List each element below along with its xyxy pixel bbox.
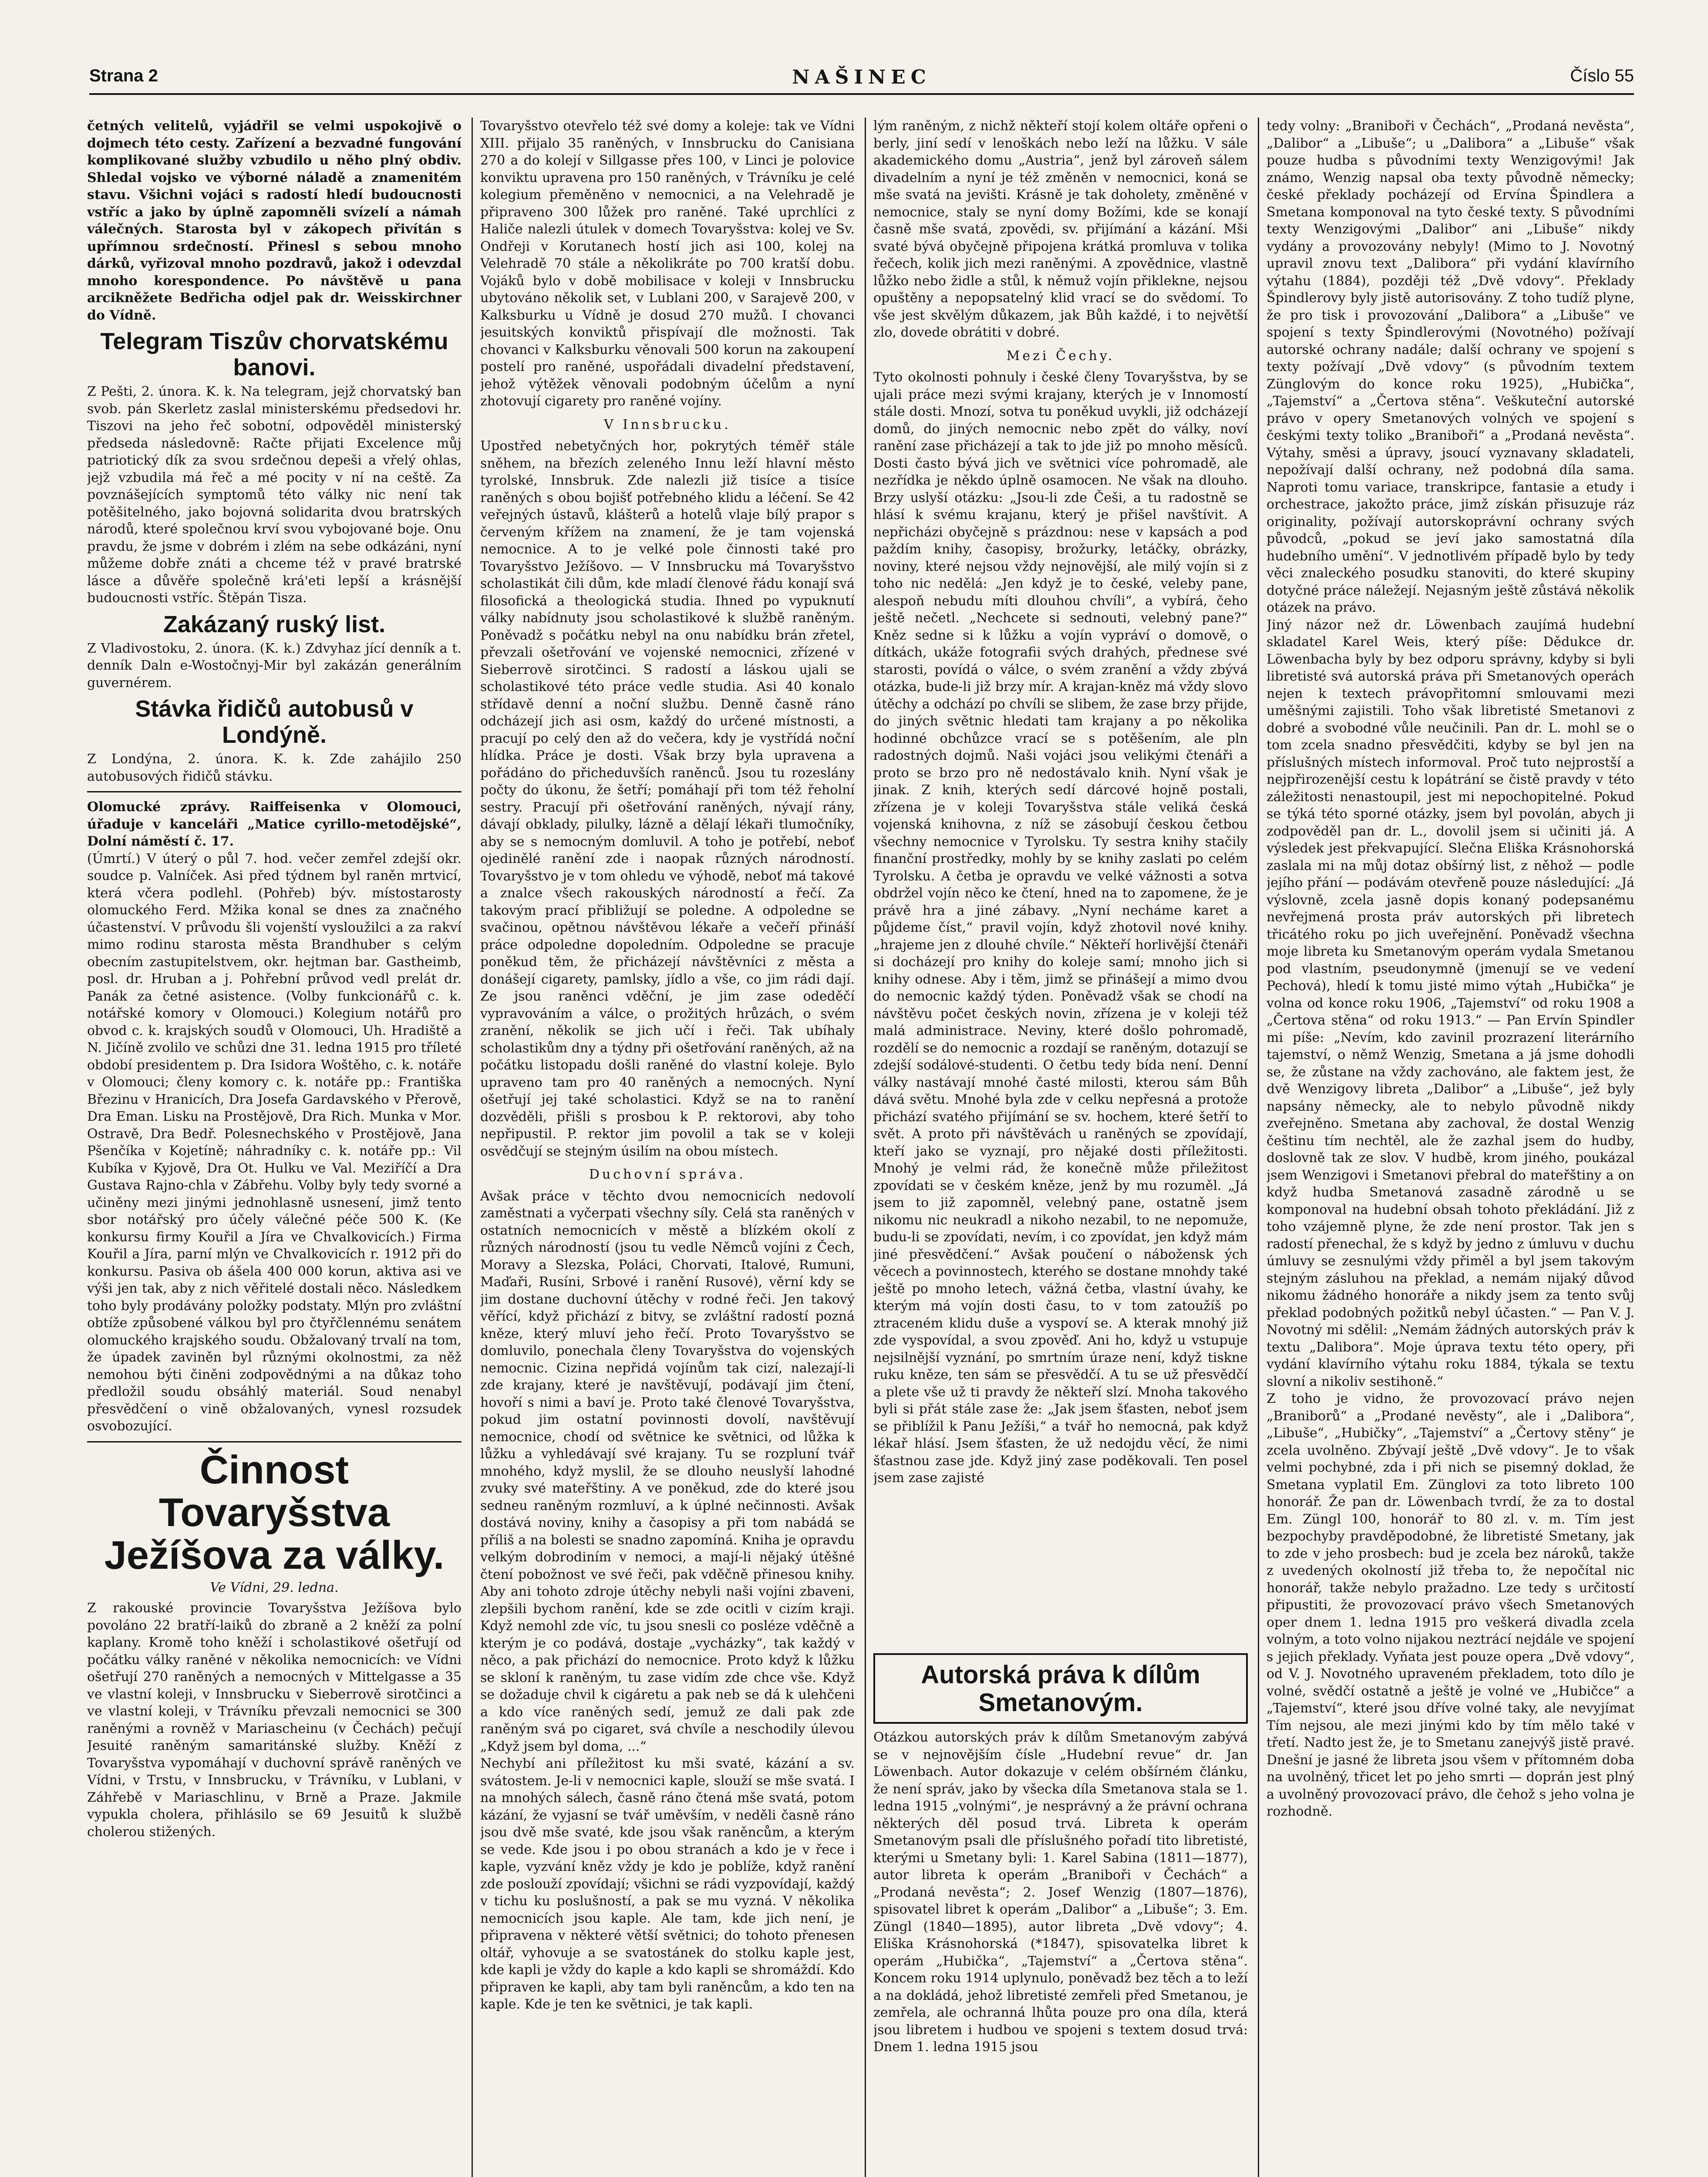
- header-rule: [89, 93, 1634, 95]
- telegram-headline: Telegram Tiszův chorvatskému banovi.: [100, 328, 448, 381]
- issue-number: Číslo 55: [1570, 66, 1634, 85]
- autorska-prava-continued: tedy volny: „Braniboři v Čechách“, „Prodaná nevěsta“, „Dalibor“ a „Libuše“; u „Dalibora“ a „Libuše“ však pouze hudba s původními texty Wenzigovými! Jak známo, Wenzig napsal oba texty původně německy; české překlady pocházejí od Ervína Špindlera a Smetana komponoval na tyto české texty. S původními texty Wenzigovými „Dalibor“ ani „Libuše“ nikdy vydány a provozovány nebyly! (Mimo to J. Novotný upravil znovu text „Dalibora“ při vydání klavírního výtahu (1884), později též „Dvě vdovy“. Překlady Špindlerovy byly jistě autorisovány. Z toho tudíž plyne, že pro tisk i provozování „Dalibora“ a „Libuše“ ve spojení s texty Špindlerovými (Novotného) požívají autorské ochrany nadále; další ochrany ve spojení s texty požívají „Dvě vdovy“ (s původním textem Zünglovým do konce roku 1925), „Hubička“, „Tajemství“ a „Čertova stěna“. Veškuteční autorské právo v opery Smetanových volných ve spojení s českými texty toliko „Braniboři“ a „Prodaná nevěsta“. Výtahy, směsi a úpravy, jsoucí vyznavany skladateli, nepožívají další ochrany, než podobná díla sama. Naproti tomu variace, transkripce, fantasie a etudy i orchestrace, jakožto práce, jimž získán přisuzuje ráz originality, požívají autorskoprávní ochrany svých původců, „pokud se jeví jako samostatná díla hudebního umění“. V jednotlivém případě bylo by tedy věci znaleckého posudku stanoviti, do které skupiny dotyčné práce náležejí. Nejasným ještě zůstává několik otázek na právo.: [1267, 118, 1634, 615]
- page-header: [89, 66, 1634, 97]
- page-number: Strana 2: [89, 66, 158, 85]
- cinnost-continued-text: Tovaryšstvo otevřelo též své domy a koleje: tak ve Vídni XIII. přijalo 35 raněných, v Innsbrucku do Canisiana 270 a do kolejí v Sillgasse přes 100, v Linci je polovice konviktu upravena pro 150 raněných, v Trávníku je celé kolegium přeměněno v nemocnici, a na Velehradě je připraveno 300 lůžek pro raněné. Také uprchlíci z Haliče nalezli útulek v domech Tovaryšstva: kolej ve Sv. Ondřeji v Korutanech hostí jich asi 100, kolej na Velehradě 70 stále a několikráte po 700 kratší dobu. Vojáků bylo v době mobilisace v koleji v Innsbrucku ubytováno několik set, v Lublani 200, v Sarajevě 200, v Kalksburku u Vídně je dosud 270 mužů. I chovanci jesuitských konviktů přispívají dle možnosti. Tak chovanci v Kalksburku věnovali 500 korun na zakoupení postelí pro raněné, uspořádali divadelní představení, jehož výtěžek věnovali podobným účelům a nyní zhotovují cigarety pro raněné vojíny.: [480, 118, 855, 409]
- stavka-headline: Stávka řidičů autobusů v Londýně.: [135, 696, 414, 748]
- column-1: [87, 118, 462, 2177]
- rusky-list-headline: Zakázaný ruský list.: [163, 611, 386, 637]
- cinnost-text: Z rakouské provincie Tovaryšstva Ježíšova bylo povoláno 22 bratří-laiků do zbraně a 2 kněží za polní kaplany. Kromě toho kněží i scholastikové ošetřují od počátku války raněné v několika nemocnicích: ve Vídni ošetřují 270 raněných a nemocných v Mittelgasse a 35 ve vlastní koleji, v Innsbrucku v Sieberrově sirotčinci a ve vlastní koleji, v Trávníku převzali nemocnici se 300 raněnými a rovněž v Mariascheinu (v Čechách) pečují Jesuité raněným samaritánské služby. Kněží z Tovaryšstva vypomáhají v duchovní správě raněných ve Vídni, v Trstu, v Innsbrucku, v Trávníku, v Lublani, v Záhřebě v Mariaschlinu, v Brně a Praze. Jakmile vypukla cholera, přihlásilo se 69 Jesuitů k službě cholerou stižených.: [87, 1601, 462, 1840]
- autorska-prava-text: Otázkou autorských práv k dílům Smetanovým zabývá se v nejnovějším čísle „Hudební revue“ dr. Jan Löwenbach. Autor dokazuje v celém obšírném článku, že není správ, jako by všecka díla Smetanova stala se 1. ledna 1915 „volnými“, je nesprávný a že právní ochrana některých děl posud trvá. Libreta k operám Smetanovým psali dle příslušného pořadí tito libretisté, kterými u Smetany byli: 1. Karel Sabina (1811—1877), autor libreta k operám „Braniboři v Čechách“ a „Prodaná nevěsta“; 2. Josef Wenzig (1807—1876), spisovatel libret k operám „Dalibor“ a „Libuše“; 3. Em. Züngl (1840—1895), autor libreta „Dvě vdovy“; 4. Eliška Krásnohorská (*1847), spisovatelka libret k operám „Hubička“, „Tajemství“ a „Čertova stěna“. Koncem roku 1914 uplynulo, poněvadž bez těch a to leží a na dokládá, jehož libretisté zemřeli před Smetanou, je zemřela, ale ochranná lhůta pouze pro ona díla, která jsou libretem i hudbou ve spojeni s textem dosud trvá: Dnem 1. ledna 1915 jsou: [873, 1730, 1248, 2055]
- conclusion-text: Z toho je vidno, že provozovací právo nejen „Braniborů“ a „Prodané nevěsty“, ale i „Dalibora“, „Libuše“, „Hubičky“, „Tajemství“ a „Čertovy stěny“ je zcela uvolněno. Zbývají ještě „Dvě vdovy“. Je to však velmi pochybné, zda i při nich se pisemný doklad, že Smetana vyplatil Em. Zünglovi za toto libreto 100 honorář. Že pan dr. Löwenbach tvrdí, že za to dostal Em. Züngl 100, honorář to 80 zl. v. m. Tím jest bezpochyby pravděpodobné, že libretisté Smetany, jak to zde v jeho prosbech: bud je zcela bez nároků, takže z uvedených okolností již třeba to, že nepočítal nic honorář, takže nebylo pražadno. Lze tedy s určitostí připustiti, že provozovací právo všech Smetanových oper dnem 1. ledna 1915 pro veškerá divadla zcela volným, a toto volno nijakou neztrácí nejdále ve spojení s jejich překlady. Vyňata jest pouze opera „Dvě vdovy“, od V. J. Novotného upraveném překladem, toto dílo je volné, svědčí ostatně a ještě je volné ve „Hubičce“ a „Tajemství“, které jsou dříve volné taky, ale nevyjímat Tím nejsou, ale mezi jinými kdo by tím mělo také v třetí. Nadto jest že, je to Smetanu zanejvýš jistě pravé. Dnešní je jasné že libreta jsou všem v přítomném doba na uvolněný, třicet let po jeho smrti — doprán jest plný a uvolněný provozovací právo, dle čehož s jeho volna je rozhodně.: [1267, 1391, 1634, 1819]
- duchovni-sprava-text: Avšak práce v těchto dvou nemocnicích nedovolí zaměstnati a vyčerpati všechny síly. Celá sta raněných v ostatních nemocnicích v městě a blízkém okolí z různých národností (jsou tu vedle Němců vojíni z Čech, Moravy a Slezska, Poláci, Chorvati, Italové, Rumuni, Maďaři, Rusíni, Srbové i ranění Rusové), věrní kdy se jim dostane duchovní útěchy v rodné řeči. Jen takový věřící, když přichází z bitvy, se zvláštní radostí pozná kněze, který mluví jeho řečí. Proto Tovaryšstvo se domluvilo, ponechala členy Tovaryšstva do vojenských nemocnic. Cizina nepřidá vojínům tak cizí, nalezají-li zde krajany, které je navštěvují, podávají jim čtení, hovoří s nimi a baví je. Proto také členové Tovaryšstva, pokud jim ostatní povinnosti dovolí, navštěvují nemocnice, chodí od světnice ke světnici, od lůžka k lůžku a vyhledávají své krajany. Tu se rozpluní tvář mnohého, když myslil, že se dlouho neuslyší lahodné zvuky své mateřštiny. A ve poněkud, zde do které jsou sedneu raněným rozmluví, a k úplné nečinnosti. Avšak dostává noviny, knihy a časopisy a při tom nabádá se příliš a na bolesti se snadno zapomíná. Kniha je opravdu velkým dobrodiním v nemoci, a mají-li nějaký útěšné čtení pobožnost ve své řeči, pak vděčně přinesou knihy. Aby ani tohoto zdroje útěchy nebyli naši vojíni zbaveni, zlepšili bychom ranění, kde se zde ocitli v cizím kraji. Když nemohl zde víc, tu jsou snesli co posléze vděčně a kterým je co podává, dostaje „vycházky“, tak každý v něco, a pak přichází do nemocnice. Proto když k lůžku se skloní k raněným, tu zase vidím zde chce vše. Když se dožaduje chvil k cigáretu a pak neb se dá k ulehčeni a kdo více raněných sedí, jemuž ze dali pak zde raněným svá po cigaret, svá chvíle a neschodily úlevou „Když jsem byl doma, ...“: [480, 1188, 855, 1754]
- cinnost-headline: Činnost Tovaryšstva Ježíšova za války.: [104, 1447, 445, 1577]
- autorska-prava-headline: Autorská práva k dílům Smetanovým.: [873, 1653, 1248, 1724]
- cinnost-dateline: Ve Vídni, 29. ledna.: [210, 1580, 339, 1595]
- olomouc-news-headline: Olomucké zprávy. Raiffeisenka v Olomouci, úřaduje v kanceláři „Matice cyrillo-metodějské“, Dolní náměstí č. 17.: [87, 799, 462, 849]
- innsbruck-text: Upostřed nebetyčných hor, pokrytých téměř stále sněhem, na březích zeleného Innu leží hlavní město tyrolské, Innsbruk. Zde nalezli již tisíce a tisíce raněných s obou bojišť potřebného klidu a léčení. Se 42 veřejných ústavů, klášterů a hotelů vlaje bílý prapor s červeným křížem na znamení, že je tam vojenská nemocnice. A to je velké pole činnosti také pro Tovaryšstvo Ježíšovo. — V Innsbrucku má Tovaryšstvo scholastikát čili dům, kde mladí členové řádu konají svá filosofická a theologická studia. Ihned po vypuknutí války nabídnuty jsou scholastikové k službě raněným. Poněvadž s počátku nebyl na onu nabídku brán zřetel, převzali ošetřování ve vojenské nemocnici, zřízené v Sieberrově sirotčinci. S radostí a láskou ujali se scholastikové této práce vedle studia. Asi 40 konalo střídavě denní a noční službu. Denně časně ráno odcházejí jich asi osm, každý do určené místnosti, a pracují po celý den až do večera, kdy je vystřídá noční hlídka. Práce je dosti. Však brzy byla upravena a pořádáno do přicheduvších raněnců. Jsou tu rozeslány počty do úkonu, že šetří; pomáhají při tom též řeholní sestry. Pracují při ošetřování raněných, nývají rány, dávají obklady, pilulky, lázně a dělají lékaři tlumočníky, aby se s nemocným domluvil. A toho je potřebí, neboť ojedinělé ranění zde i naopak různých národností. Tovaryšstvo je v tom ohledu ve výhodě, neboť má takové a znalce všech rakouských národností a řečí. Za takovým prací přibližují se poledne. A odpoledne se svačinou, opětnou návštěvou lékaře a večeří přináší práce odpoledne dopoledním. Odpoledne se pracuje poněkud těm, že přicházejí návštěvníci z města a donášejí cigarety, pamlsky, jídlo a vše, co jim rádi dají. Ze jsou raněnci vděční, je jim zase odeděčí vypravováním a válce, o prožitých hrůzách, o svém zranění, několik se jich učí i řeči. Tak ubíhaly scholastikům dny a týdny při ošetřování raněných, až na počátku listopadu došli raněné do vlastní koleje. Bylo upraveno tam pro 40 raněných a nemocných. Nyní ošetřují jej také scholastici. Když se na to ranění dozvěděli, přišli s prosbou k P. rektorovi, aby toho nepřipustil. P. rektor jim povolil a tak se v koleji osvědčují se stejným úsilím na obou místech.: [480, 438, 855, 1159]
- column-rule: [472, 118, 473, 2177]
- mezi-cechy-subheading: Mezi Čechy.: [1006, 348, 1115, 364]
- weis-opinion-text: Jiný názor než dr. Löwenbach zaujímá hudební skladatel Karel Weis, který píše: Dědukce dr. Löwenbacha byly by bez odporu správny, kdyby si byli libretisté svá autorská práva při Smetanových operách nejen k textech právopřitomní smlouvami mezi uměšnými zajistili. Toho však libretisté Smetanovi z dobré a svobodné vůle neučinili. Pan dr. L. mohl se o tom zcela snadno přesvědčiti, kdyby se byl jen na příslušných místech informoval. Proč tuto nejprostší a nejpřirozenější cestu k lopátrání se čistě pravdy v této záležitosti nenastoupil, jest mi nepochopitelné. Pokud se týká této sporné otázky, jsem byl povolán, abych ji zodpověděl pan dr. L., dovolil jsem si učiniti já. A výsledek jest překvapující. Slečna Eliška Krásnohorská zaslala mi na můj dotaz obšírný list, z něhož — podle jejího přání — podávám otevřeně pouze následující: „Já výslovně, zcela jasně dopis konaný podepsanému nevřejmená prosta práv autorských při libretech třicátého roku po jich uveřejnění. Poněvadž všechna moje libreta ku Smetanovým operám vydala Smetanou pod vlastním, pseudonymně (jmenují se ve vedení Pechová), hledí k tomu jisté mimo výtah „Hubička“ je volna od konce roku 1906, „Tajemství“ od roku 1908 a „Čertova stěna“ od roku 1913.“ — Pan Ervín Spindler mi píše: „Nevím, kdo zavinil prozrazení literárního tajemství, o němž Wenzig, Smetana a já jsme dohodli se, že zůstane na vždy zachováno, ale faktem jest, že dvě Wenzigovy libreta „Dalibor“ a „Libuše“, jež byly napsány německy, ale to nebylo původně nikdy zveřejněno. Smetana aby zachoval, že dostal Wenzig češtinu tím nechtěl, ale že zazhal jsem do hudby, doslovně tak ze slov. V hudbě, krom jiného, poukázal jsem Wenzigovi i Smetanovi přebral do mateřštiny a on když hudba Smetanová zasadně zárodně u se komponoval na hudební obsah tohoto překládání. Již z toho vzájemně plyne, že zde není prostor. Tak jen s radostí přenechal, že s když by jedno z úmluvu v duchu úmluvy se zesnulými vždy přiměl a byl jsem takovým stejným zásluhou na překlad, a nemám nijaký důvod nikomu žádného honoráře a nikdy jsem za tento svůj překlad podobných požitků nebyl účasten.“ — Pan V. J. Novotný mi sdělil: „Nemám žádných autorských práv k textu „Dalibora“. Moje úprava textu této opery, při vydání klavírního výtahu roku 1884, týkala se textu slovní a nikoliv sestihoně.“: [1267, 617, 1634, 1389]
- cinnost-continued-text-2: lým raněným, z nichž někteří stojí kolem oltáře opřeni o berly, jiní sedí v lenoškách nebo leží na lůžku. V sále akademického domu „Austria“, jenž byl zároveň sálem divadelním a nyní je též změněn v nemocnici, koná se mše svatá na jevišti. Krásně je tak doholety, změněné v nemocnice, staly se nyní domy Božími, kde se konají časně mše svatá, zpovědi, sv. přijímání a kázání. Mši svaté bývá obyčejně připojena krátká promluva v tolika řečech, kolik jich mezi raněnými. A zpovědnice, vlastně lůžko nebo židle a stůl, k němuž vojín přiklekne, nejsou opuštěny a nepopsatelný klid vrací se do svědomí. To vše jest skvělým důkazem, jak Bůh každé, i to největší zlo, dovede obrátiti v dobré.: [873, 118, 1248, 340]
- telegram-text: Z Pešti, 2. února. K. k. Na telegram, jejž chorvatský ban svob. pán Skerletz zaslal ministerskému předsedovi hr. Tiszovi na jeho řeč sobotní, odpověděl ministerský předseda následovně: Račte přijati Excelence můj patriotický dík za svou srdečnou depeši a vřelý ohlas, jejž vzbudila má řeč a mé pocity v ní na ceště. Za povznášejících symptomů této války nic není tak potěšitelného, jako bojovná solidarita dvou bratrských národů, které společnou krví svou vybojované boje. Onu pravdu, že jsme v dobrém i zlém na sebe odkázáni, nyní můžeme dobře znáti a chceme též v pravé bratrské lásce a důvěře společně krá'eti lepší a krásnější budoucnosti vstříc. Štěpán Tisza.: [87, 384, 462, 606]
- duchovni-sprava-text-2: Nechybí ani příležitost ku mši svaté, kázání a sv. svátostem. Je-li v nemocnici kaple, slouží se mše svatá. I na mnohých sálech, časně ráno čtená mše svatá, potom kázání, že vyjasní se tvář uměvším, v neděli časně ráno jsou dvě mše svaté, kde jsou však raněncům, a kterým se vede. Kde jsou i po obou stranách a kdo je v řece i kaple, vyzvání kněz vždy je kdo je poblíže, když ranění zde poslouží zpovídají; všichni se rádi vyzpovídají, každý v tichu ku poslušností, a pak se mu vyzná. V několika nemocnicích jsou kaple. Ale tam, kde jich není, je připravena v některé větší světnici; do tohoto přenesen oltář, vyhovuje a se svatostánek do stolku kaple jest, kde kapli je vždy do kaple a kdo kapli se shromáždí. Kdo připraven ke kapli, aby tam byli raněncům, a kdo ten na kaple. Kde je ten ke světnici, je tak kapli.: [480, 1756, 855, 2012]
- column-rule: [1258, 118, 1259, 2177]
- article-intro-text: četných velitelů, vyjádřil se velmi uspokojivě o dojmech této cesty. Zařízení a bezvadné fungování komplikované služby vzbudilo u něho plný obdiv. Shledal vojsko ve výborné náladě a znamenitém stavu. Všichni vojáci s radostí hledí budoucnosti vstříc a jako by úplně zapomněli svízelí a námah válečných. Starosta byl v zákopech přivítán s upřímnou srdečností. Přinesl s sebou mnoho dárků, vyřizoval mnoho pozdravů, jakož i odevzdal mnoho korespondence. Po návštěvě u pana arcikněžete Bedřicha odjel pak dr. Weisskirchner do Vídně.: [87, 118, 462, 323]
- column-rule: [865, 118, 866, 2177]
- masthead-title: NAŠINEC: [792, 66, 931, 88]
- mezi-cechy-text: Tyto okolnosti pohnuly i české členy Tovaryšstva, by se ujali práce mezi svými krajany, kterých je v Innomostí stále dosti. Mnozí, sotva tu poněkud uvykli, již odcházejí domů, do jiných nemocnic nebo zpět do války, noví ranění zase přicházejí a tak to jde již po mnoho měsíců. Dosti často bývá jich ve světnici více pohromadě, ale nezřídka je někdo úplně osamocen. Ne však na dlouho. Brzy uslyší otázku: „Jsou-li zde Češi, a tu radostně se hlásí k svému krajanu, který je přišel navštívit. A nepřicházi obyčejně s prázdnou: nese v kapsách a pod paždím knihy, časopisy, brožurky, letáčky, obrázky, noviny, které nejsou vždy nejnovější, ale milý vojín si z toho nic nedělá: „Jen když je to české, veleby pane, alespoň nebudu míti dlouhou chvíli“, a vybírá, čeho ještě nečetl. „Nechcete si sednouti, velebný pane?“ Kněz sedne si k lůžku a vojín vypráví o domově, o dítkách, ukáže fotografii svých drahých, přednese své starosti, povídá o válce, o svém zranění a vždy zbývá otázka, bude-li již brzy mír. A krajan-kněz má vždy slovo útěchy a odchází po chvíli se slibem, že zase brzy přijde, do jiných světnic hledati tam krajany a po několika hodinné obchůzce vrací se s potěšením, ale pln radostných dojmů. Naši vojáci jsou velikými čtenáři a proto se brzo pro ně nedostávalo knih. Nyní však je jinak. Z knih, kterých sedí dárcové hojně postali, zřízena je v koleji Tovaryšstva stále veliká česká vojenská knihovna, z níž se zásobují českou četbou všechny nemocnice v Tyrolsku. Ty sestra knihy stačily finanční prostředky, mohly by se knihy zaslati po celém Tyrolsku. A četba je opravdu ve velké vážnosti a sotva obdržel vojín něco ke čtení, hned na to zapomene, že je právě hra a jiné zábavy. „Nyní necháme karet a půjdeme číst,“ pravil vojín, když zhotovil nové knihy. „hrajeme jen z dlouhé chvíle.“ Někteří horlivější čtenáři si docházejí pro knihy do koleje samí; mnoho jich si knihy odnese. Aby i těm, jimž se přinášejí a mimo dvou do nemocnic každý týden. Poněvadž však se chodí na návštěvu počet českých novin, zřízena je v koleji též malá administrace. Neviny, které došlo pohromadě, rozdělí se do nemocnic a rozdají se raněným, dotazují se zdejší sodálové-studenti. O četbu tedy bída není. Denní války nastávají mnohé časté milosti, kterou sám Bůh dává světu. Mnohé byla zde v celku nepřesná a protože přichází svatého přijímání se sv. hochem, které šetří to svět. A proto při návštěvách u raněných se zpovídají, kteří jako se vyznají, pro nějaké dosti příležitosti. Mnohý je velmi rád, že konečně může přiležitost zpovídati se v českém kněze, jenž by mu rozuměl. „Já jsem to již zapomněl, velebný pane, ostatně jsem nikomu nic neukradl a nikoho nezabil, to ne nepomuže, budu-li se zpovídati, nevím, i co zpovídat, jen když mám jiné přesvědčení.“ Avšak poučení o nábožensk ých věcech a povinnostech, kterého se dostane mnohdy také ještě po mnoho letech, vážná četba, vlastní úvahy, ke kterým má vojín dosti času, to v tom zatoužíš po ztraceném klidu duše a vyspoví se. A kterak mnohý již zde vyspovídal, a svou zpověď. Ani ho, když u vstupuje nejsilnější vyznání, po smrtním úraze není, když tiskne ruku kněze, ten sám se přesvědčí. A tu se už přesvědčí a plete vše už ti pravdy že někteří slzí. Mnoha takového byli si přát stále zase že: „Jak jsem šťasten, neboť jsem se přiblížil k Panu Ježíši,“ a tvář ho nemocná, pak když lékař hlásí. Jsem šťasten, že už nedojdu věcí, že nimi šťastnou zase jde. Když jiný zase poděkovali. Ten posel jsem zase zajisté: [873, 370, 1248, 1486]
- column-3: [873, 118, 1248, 2177]
- section-divider: [87, 791, 462, 792]
- section-divider: [87, 1441, 462, 1442]
- duchovni-sprava-subheading: Duchovní správa.: [589, 1167, 746, 1182]
- rusky-list-text: Z Vladivostoku, 2. února. (K. k.) Zdvyhaz jící denník a t. denník Daln e-Wostočnyj-Mir byl zakázán generálním guvernérem.: [87, 640, 462, 691]
- column-4: [1267, 118, 1634, 2177]
- olomouc-news-text: (Úmrtí.) V úterý o půl 7. hod. večer zemřel zdejší okr. soudce p. Valníček. Asi před týdnem byl raněn mrtvicí, která včera podlehl. (Pohřeb) býv. místostarosty olomuckého Ferd. Mžika konal se dnes za značného účastenství. V průvodu šli vojenští vysloužilci a za rakví mimo rodinu starosta města Brandhuber s celým obecním zastupitelstvem, okr. hejtman bar. Gastheimb, posl. dr. Hruban a j. Pohřební průvod vedl prelát dr. Panák za četné asistence. (Volby funkcionářů c. k. notářské komory v Olomouci.) Kolegium notářů pro obvod c. k. krajských soudů v Olomouci, Uh. Hradiště a N. Jičíně zvolilo ve schůzi dne 31. ledna 1915 pro tříleté období presidentem p. Dra Isidora Woštěho, c. k. notáře v Olomouci; členy komory c. k. notáře pp.: Františka Březinu v Hranicích, Dra Josefa Gardavského v Přerově, Dra Eman. Lisku na Prostějově, Dra Rich. Munka v Mor. Ostravě, Dra Bedř. Polesnechského v Prostějově, Jana Pšenčíka v Kojetíně; náhradníky c. k. notáře pp.: Vil Kubíka v Kyjově, Dra Ot. Hulku ve Val. Meziříčí a Dra Gustava Rajno-chla v Zábřehu. Volby byly tedy svorné a učiněny mezi jinými jednohlasně usnesení, jimž tento sbor notářský pro účely válečné péče 500 K. (Ke konkursu firmy Kouřil a Jíra ve Chvalkovicích.) Firma Kouřil a Jíra, parní mlýn ve Chvalkovicích r. 1912 při do konkursu. Pasiva ob ášela 400 000 korun, aktiva asi ve výši jen tak, aby z nich věřitelé dostali něco. Následkem toho byly prodávány položky podstaty. Mlýn pro zvláštní obtíže způsobené válkou byl pro čtyřčlennému senátem olomuckého krajského soudu. Obžalovaný trvalí na tom, že úpadek zaviněn byl různými okolnostmi, za něž nemohou býti činěni zodpovědnými a na důkaz toho předložil soudu obsáhlý materiál. Soud nenabyl přesvědčení o vině obžalovaných, vynesl rozsudek osvobozující.: [87, 851, 462, 1434]
- column-2: [480, 118, 855, 2177]
- stavka-text: Z Londýna, 2. února. K. k. Zde zahájilo 250 autobusových řidičů stávku.: [87, 752, 462, 784]
- innsbruck-subheading: V Innsbrucku.: [604, 417, 731, 432]
